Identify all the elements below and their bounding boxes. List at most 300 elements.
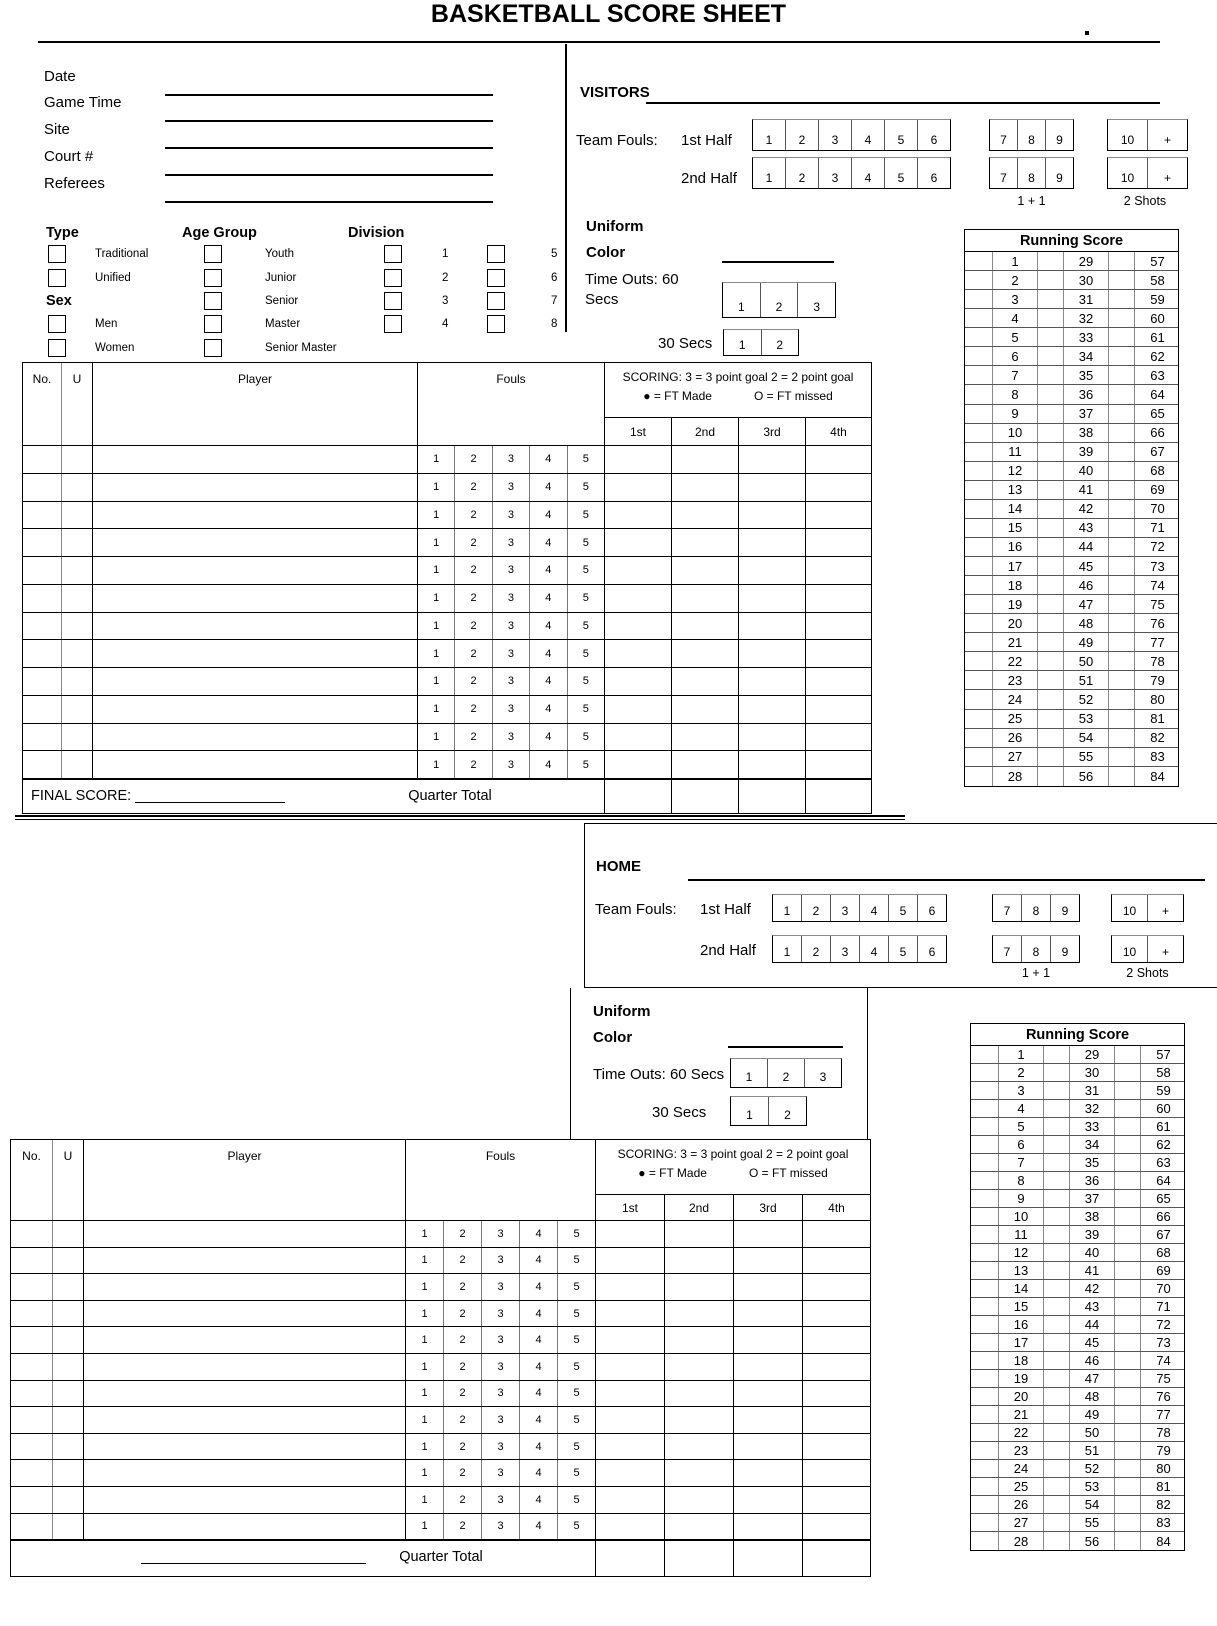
running-score-home-cell-0-1[interactable]: 1 bbox=[999, 1046, 1044, 1063]
division-col2-3-checkbox[interactable] bbox=[487, 315, 505, 333]
running-score-visitors-cell-19-2[interactable] bbox=[1038, 614, 1064, 632]
visitors-fouls-v2-group1-cell-6[interactable]: 6 bbox=[930, 171, 938, 185]
visitors-player-table-row-7-score-4th[interactable] bbox=[806, 640, 871, 667]
running-score-visitors-cell-14-5[interactable]: 71 bbox=[1150, 520, 1165, 536]
home-player-table-row-11-no[interactable] bbox=[11, 1514, 53, 1540]
running-score-home-cell-13-3[interactable]: 42 bbox=[1070, 1280, 1115, 1297]
home-player-table-row-1-foul-2[interactable]: 2 bbox=[444, 1248, 482, 1274]
running-score-visitors-cell-8-3[interactable]: 37 bbox=[1064, 405, 1109, 423]
division-col2-1-checkbox[interactable] bbox=[487, 269, 505, 287]
home-fouls-h2-group2-cell-8[interactable]: 8 bbox=[1022, 936, 1051, 962]
running-score-visitors-cell-20-4[interactable] bbox=[1109, 633, 1135, 651]
home-fouls-h1-group1-cell-6[interactable]: 6 bbox=[928, 904, 936, 918]
running-score-visitors-cell-2-5[interactable]: 59 bbox=[1150, 291, 1165, 307]
age-0-checkbox[interactable] bbox=[204, 245, 222, 263]
home-player-table-row-11-score-4th[interactable] bbox=[803, 1514, 870, 1540]
visitors-fouls-v2-group2-cell-8[interactable]: 8 bbox=[1018, 158, 1046, 188]
running-score-visitors-cell-14-0[interactable] bbox=[965, 519, 993, 537]
visitors-fouls-v1-group3-cell-+[interactable]: + bbox=[1163, 133, 1171, 147]
running-score-visitors-cell-13-2[interactable] bbox=[1038, 500, 1064, 518]
running-score-visitors-cell-27-1[interactable]: 28 bbox=[993, 767, 1038, 786]
running-score-visitors-cell-0-5[interactable]: 57 bbox=[1150, 253, 1165, 269]
running-score-home-cell-16-3[interactable]: 45 bbox=[1070, 1334, 1115, 1351]
running-score-home-cell-24-4[interactable] bbox=[1115, 1478, 1141, 1495]
home-player-table-row-2-foul-5[interactable]: 5 bbox=[558, 1274, 596, 1300]
home-player-table-row-0-u[interactable] bbox=[53, 1221, 84, 1247]
visitors-player-table-row-11-foul-4[interactable]: 4 bbox=[530, 751, 567, 778]
home-player-table-row-0-foul-5[interactable]: 5 bbox=[558, 1221, 596, 1247]
visitors-player-table-row-3-no[interactable] bbox=[23, 529, 62, 556]
home-player-table-row-7-foul-3[interactable]: 3 bbox=[482, 1407, 520, 1433]
running-score-home-cell-19-0[interactable] bbox=[971, 1388, 999, 1405]
visitors-timeouts-60-cell-1[interactable]: 1 bbox=[723, 283, 761, 317]
visitors-player-table-row-9-foul-3[interactable]: 3 bbox=[493, 696, 530, 723]
visitors-player-table-row-2-no[interactable] bbox=[23, 502, 62, 529]
visitors-player-table-row-9-player[interactable] bbox=[93, 696, 418, 723]
running-score-home-cell-13-0[interactable] bbox=[971, 1280, 999, 1297]
visitors-player-table-row-6-score-1st[interactable] bbox=[605, 613, 672, 640]
home-player-table-row-11-foul-5[interactable]: 5 bbox=[558, 1514, 596, 1540]
home-player-table-row-1-score-4th[interactable] bbox=[803, 1248, 870, 1274]
visitors-player-table-row-4-score-4th[interactable] bbox=[806, 557, 871, 584]
running-score-visitors-cell-5-4[interactable] bbox=[1109, 347, 1135, 365]
visitors-timeouts-30-cell-1[interactable]: 1 bbox=[724, 330, 762, 355]
running-score-home-cell-20-2[interactable] bbox=[1044, 1406, 1070, 1423]
home-fouls-h1-group1-cell-4[interactable]: 4 bbox=[860, 895, 889, 921]
home-player-table-row-8-u[interactable] bbox=[53, 1434, 84, 1460]
home-player-table-row-8-score-2nd[interactable] bbox=[665, 1434, 734, 1460]
running-score-home-cell-6-2[interactable] bbox=[1044, 1154, 1070, 1171]
visitors-fouls-v2-group1-cell-4[interactable]: 4 bbox=[852, 158, 885, 188]
division-col1-0-checkbox[interactable] bbox=[384, 245, 402, 263]
visitors-player-table-quarter-total-1st[interactable] bbox=[605, 780, 672, 813]
running-score-home-cell-20-4[interactable] bbox=[1115, 1406, 1141, 1423]
running-score-home-cell-26-0[interactable] bbox=[971, 1514, 999, 1531]
running-score-visitors-cell-19-5[interactable]: 76 bbox=[1150, 615, 1165, 631]
visitors-player-table-row-10-player[interactable] bbox=[93, 724, 418, 751]
running-score-home-cell-23-1[interactable]: 24 bbox=[999, 1460, 1044, 1477]
running-score-home-cell-21-0[interactable] bbox=[971, 1424, 999, 1441]
visitors-player-table-row-10-score-4th[interactable] bbox=[806, 724, 871, 751]
running-score-visitors-cell-11-2[interactable] bbox=[1038, 462, 1064, 480]
running-score-home-cell-7-0[interactable] bbox=[971, 1172, 999, 1189]
home-player-table-row-7-score-2nd[interactable] bbox=[665, 1407, 734, 1433]
home-player-table-final-score-line[interactable] bbox=[141, 1545, 366, 1564]
running-score-visitors-cell-22-4[interactable] bbox=[1109, 671, 1135, 689]
visitors-player-table-row-0-score-1st[interactable] bbox=[605, 446, 672, 473]
visitors-player-table-row-6-foul-3[interactable]: 3 bbox=[493, 613, 530, 640]
home-timeouts-30-cell-2[interactable]: 2 bbox=[784, 1108, 791, 1122]
visitors-player-table-row-5-score-4th[interactable] bbox=[806, 585, 871, 612]
visitors-timeouts-60-cell-3[interactable]: 3 bbox=[813, 300, 821, 314]
visitors-player-table-row-4-score-2nd[interactable] bbox=[672, 557, 739, 584]
home-player-table-row-10-u[interactable] bbox=[53, 1487, 84, 1513]
running-score-visitors-cell-8-0[interactable] bbox=[965, 405, 993, 423]
home-player-table-row-6-u[interactable] bbox=[53, 1381, 84, 1407]
running-score-visitors-cell-3-2[interactable] bbox=[1038, 309, 1064, 327]
running-score-visitors-cell-4-3[interactable]: 33 bbox=[1064, 328, 1109, 346]
running-score-home-cell-26-4[interactable] bbox=[1115, 1514, 1141, 1531]
running-score-home-cell-1-2[interactable] bbox=[1044, 1064, 1070, 1081]
running-score-visitors-cell-19-0[interactable] bbox=[965, 614, 993, 632]
running-score-visitors-cell-20-0[interactable] bbox=[965, 633, 993, 651]
running-score-home-cell-8-1[interactable]: 9 bbox=[999, 1190, 1044, 1207]
running-score-home-cell-1-1[interactable]: 2 bbox=[999, 1064, 1044, 1081]
visitors-fouls-v1-group1-cell-4[interactable]: 4 bbox=[852, 120, 885, 150]
visitors-player-table-row-0-u[interactable] bbox=[62, 446, 93, 473]
home-player-table-row-4-u[interactable] bbox=[53, 1327, 84, 1353]
home-player-table-row-1-foul-5[interactable]: 5 bbox=[558, 1248, 596, 1274]
home-player-table-row-3-foul-5[interactable]: 5 bbox=[558, 1301, 596, 1327]
visitors-player-table-row-5-player[interactable] bbox=[93, 585, 418, 612]
home-player-table-row-10-foul-5[interactable]: 5 bbox=[558, 1487, 596, 1513]
visitors-player-table-row-0-foul-1[interactable]: 1 bbox=[418, 446, 455, 473]
visitors-player-table-row-10-foul-1[interactable]: 1 bbox=[418, 724, 455, 751]
running-score-visitors-cell-16-2[interactable] bbox=[1038, 557, 1064, 575]
running-score-visitors-cell-16-1[interactable]: 17 bbox=[993, 557, 1038, 575]
running-score-home-cell-9-1[interactable]: 10 bbox=[999, 1208, 1044, 1225]
home-player-table-row-5-u[interactable] bbox=[53, 1354, 84, 1380]
home-fouls-h2-group1-cell-4[interactable]: 4 bbox=[860, 936, 889, 962]
home-player-table-row-4-player[interactable] bbox=[84, 1327, 406, 1353]
running-score-home-cell-22-3[interactable]: 51 bbox=[1070, 1442, 1115, 1459]
home-player-table-row-5-foul-1[interactable]: 1 bbox=[406, 1354, 444, 1380]
visitors-player-table-row-7-no[interactable] bbox=[23, 640, 62, 667]
running-score-visitors-cell-9-5[interactable]: 66 bbox=[1150, 425, 1165, 441]
home-player-table-row-2-foul-4[interactable]: 4 bbox=[520, 1274, 558, 1300]
running-score-home-cell-15-1[interactable]: 16 bbox=[999, 1316, 1044, 1333]
running-score-home-cell-18-3[interactable]: 47 bbox=[1070, 1370, 1115, 1387]
home-player-table-row-3-no[interactable] bbox=[11, 1301, 53, 1327]
running-score-home-cell-18-1[interactable]: 19 bbox=[999, 1370, 1044, 1387]
visitors-player-table-row-1-score-4th[interactable] bbox=[806, 474, 871, 501]
home-player-table-row-4-foul-2[interactable]: 2 bbox=[444, 1327, 482, 1353]
meta-line-3[interactable] bbox=[165, 174, 493, 176]
home-player-table-row-4-score-4th[interactable] bbox=[803, 1327, 870, 1353]
running-score-visitors-cell-25-0[interactable] bbox=[965, 729, 993, 747]
running-score-home-cell-18-5[interactable]: 75 bbox=[1156, 1371, 1171, 1386]
running-score-visitors-cell-5-1[interactable]: 6 bbox=[993, 347, 1038, 365]
running-score-home-cell-0-4[interactable] bbox=[1115, 1046, 1141, 1063]
running-score-visitors-cell-2-4[interactable] bbox=[1109, 290, 1135, 308]
home-player-table-row-0-no[interactable] bbox=[11, 1221, 53, 1247]
visitors-player-table-row-8-foul-3[interactable]: 3 bbox=[493, 668, 530, 695]
running-score-visitors-cell-24-1[interactable]: 25 bbox=[993, 710, 1038, 728]
running-score-visitors-cell-22-1[interactable]: 23 bbox=[993, 671, 1038, 689]
running-score-visitors-cell-20-3[interactable]: 49 bbox=[1064, 633, 1109, 651]
running-score-visitors-cell-22-0[interactable] bbox=[965, 671, 993, 689]
visitors-player-table-row-4-no[interactable] bbox=[23, 557, 62, 584]
running-score-home-cell-12-0[interactable] bbox=[971, 1262, 999, 1279]
home-player-table-row-4-score-3rd[interactable] bbox=[734, 1327, 803, 1353]
visitors-player-table-row-4-score-3rd[interactable] bbox=[739, 557, 806, 584]
meta-line-4[interactable] bbox=[165, 201, 493, 203]
visitors-player-table-quarter-total-2nd[interactable] bbox=[672, 780, 739, 813]
home-player-table-row-6-score-2nd[interactable] bbox=[665, 1381, 734, 1407]
home-player-table-row-7-foul-4[interactable]: 4 bbox=[520, 1407, 558, 1433]
home-player-table-row-8-foul-3[interactable]: 3 bbox=[482, 1434, 520, 1460]
visitors-player-table-row-7-foul-4[interactable]: 4 bbox=[530, 640, 567, 667]
running-score-visitors-cell-5-5[interactable]: 62 bbox=[1150, 348, 1165, 364]
home-player-table-row-10-score-1st[interactable] bbox=[596, 1487, 665, 1513]
running-score-home-cell-22-1[interactable]: 23 bbox=[999, 1442, 1044, 1459]
running-score-home-cell-16-0[interactable] bbox=[971, 1334, 999, 1351]
visitors-player-table-row-2-foul-1[interactable]: 1 bbox=[418, 502, 455, 529]
age-1-checkbox[interactable] bbox=[204, 269, 222, 287]
running-score-home-cell-23-3[interactable]: 52 bbox=[1070, 1460, 1115, 1477]
home-player-table-row-4-foul-4[interactable]: 4 bbox=[520, 1327, 558, 1353]
meta-line-2[interactable] bbox=[165, 147, 493, 149]
running-score-visitors-cell-8-5[interactable]: 65 bbox=[1150, 406, 1165, 422]
home-player-table-row-1-foul-1[interactable]: 1 bbox=[406, 1248, 444, 1274]
visitors-player-table-row-8-score-3rd[interactable] bbox=[739, 668, 806, 695]
running-score-visitors-cell-21-1[interactable]: 22 bbox=[993, 652, 1038, 670]
visitors-player-table-row-6-score-4th[interactable] bbox=[806, 613, 871, 640]
home-player-table-row-4-score-2nd[interactable] bbox=[665, 1327, 734, 1353]
running-score-home-cell-9-0[interactable] bbox=[971, 1208, 999, 1225]
running-score-home-cell-19-3[interactable]: 48 bbox=[1070, 1388, 1115, 1405]
home-player-table-row-1-foul-4[interactable]: 4 bbox=[520, 1248, 558, 1274]
visitors-player-table-row-0-foul-3[interactable]: 3 bbox=[493, 446, 530, 473]
visitors-player-table-row-3-score-3rd[interactable] bbox=[739, 529, 806, 556]
visitors-player-table-row-0-foul-2[interactable]: 2 bbox=[455, 446, 492, 473]
home-player-table-row-0-foul-2[interactable]: 2 bbox=[444, 1221, 482, 1247]
home-player-table-row-9-foul-2[interactable]: 2 bbox=[444, 1460, 482, 1486]
running-score-visitors-cell-25-4[interactable] bbox=[1109, 729, 1135, 747]
running-score-home-cell-17-1[interactable]: 18 bbox=[999, 1352, 1044, 1369]
home-player-table-row-8-foul-4[interactable]: 4 bbox=[520, 1434, 558, 1460]
visitors-fouls-v1-group2-cell-9[interactable]: 9 bbox=[1056, 133, 1063, 147]
visitors-player-table-row-4-foul-4[interactable]: 4 bbox=[530, 557, 567, 584]
running-score-home-cell-15-5[interactable]: 72 bbox=[1156, 1317, 1171, 1332]
home-player-table-row-6-player[interactable] bbox=[84, 1381, 406, 1407]
home-player-table-row-3-score-1st[interactable] bbox=[596, 1301, 665, 1327]
running-score-home-cell-18-0[interactable] bbox=[971, 1370, 999, 1387]
running-score-home-cell-23-0[interactable] bbox=[971, 1460, 999, 1477]
running-score-visitors-cell-1-5[interactable]: 58 bbox=[1150, 272, 1165, 288]
home-player-table-row-4-no[interactable] bbox=[11, 1327, 53, 1353]
running-score-home-cell-4-3[interactable]: 33 bbox=[1070, 1118, 1115, 1135]
running-score-home-cell-21-1[interactable]: 22 bbox=[999, 1424, 1044, 1441]
visitors-player-table-row-4-score-1st[interactable] bbox=[605, 557, 672, 584]
running-score-visitors-cell-10-4[interactable] bbox=[1109, 443, 1135, 461]
running-score-home-cell-3-4[interactable] bbox=[1115, 1100, 1141, 1117]
running-score-visitors-cell-15-5[interactable]: 72 bbox=[1150, 539, 1165, 555]
running-score-visitors-cell-4-5[interactable]: 61 bbox=[1150, 329, 1165, 345]
running-score-visitors-cell-13-3[interactable]: 42 bbox=[1064, 500, 1109, 518]
home-timeouts-60-cell-1[interactable]: 1 bbox=[731, 1059, 768, 1087]
running-score-visitors-cell-26-1[interactable]: 27 bbox=[993, 748, 1038, 766]
home-player-table-row-9-foul-1[interactable]: 1 bbox=[406, 1460, 444, 1486]
running-score-visitors-cell-25-5[interactable]: 82 bbox=[1150, 730, 1165, 746]
visitors-player-table-row-2-score-2nd[interactable] bbox=[672, 502, 739, 529]
home-fouls-h1-group2-cell-8[interactable]: 8 bbox=[1022, 895, 1051, 921]
visitors-player-table-row-5-score-3rd[interactable] bbox=[739, 585, 806, 612]
running-score-home-cell-12-1[interactable]: 13 bbox=[999, 1262, 1044, 1279]
visitors-player-table-row-11-foul-3[interactable]: 3 bbox=[493, 751, 530, 778]
type-traditional-checkbox[interactable] bbox=[48, 245, 66, 263]
division-col1-1-checkbox[interactable] bbox=[384, 269, 402, 287]
running-score-home-cell-27-5[interactable]: 84 bbox=[1156, 1533, 1171, 1549]
home-player-table-quarter-total-2nd[interactable] bbox=[665, 1541, 734, 1576]
running-score-visitors-cell-9-1[interactable]: 10 bbox=[993, 424, 1038, 442]
home-player-table-row-3-foul-3[interactable]: 3 bbox=[482, 1301, 520, 1327]
running-score-home-cell-13-1[interactable]: 14 bbox=[999, 1280, 1044, 1297]
running-score-home-cell-14-0[interactable] bbox=[971, 1298, 999, 1315]
home-player-table-row-2-foul-2[interactable]: 2 bbox=[444, 1274, 482, 1300]
running-score-home-cell-23-4[interactable] bbox=[1115, 1460, 1141, 1477]
home-fouls-h1-group1-cell-3[interactable]: 3 bbox=[831, 895, 860, 921]
visitors-player-table-row-4-u[interactable] bbox=[62, 557, 93, 584]
age-3-checkbox[interactable] bbox=[204, 315, 222, 333]
running-score-home-cell-9-3[interactable]: 38 bbox=[1070, 1208, 1115, 1225]
home-player-table-row-8-foul-2[interactable]: 2 bbox=[444, 1434, 482, 1460]
running-score-visitors-cell-17-4[interactable] bbox=[1109, 576, 1135, 594]
visitors-player-table-quarter-total-4th[interactable] bbox=[806, 780, 871, 813]
visitors-player-table-row-0-score-2nd[interactable] bbox=[672, 446, 739, 473]
running-score-home-cell-0-0[interactable] bbox=[971, 1046, 999, 1063]
running-score-visitors-cell-17-3[interactable]: 46 bbox=[1064, 576, 1109, 594]
running-score-home-cell-24-0[interactable] bbox=[971, 1478, 999, 1495]
running-score-home-cell-10-2[interactable] bbox=[1044, 1226, 1070, 1243]
visitors-player-table-row-1-score-3rd[interactable] bbox=[739, 474, 806, 501]
running-score-home-cell-8-3[interactable]: 37 bbox=[1070, 1190, 1115, 1207]
visitors-player-table-row-5-foul-1[interactable]: 1 bbox=[418, 585, 455, 612]
running-score-visitors-cell-26-4[interactable] bbox=[1109, 748, 1135, 766]
visitors-timeouts-30-cell-2[interactable]: 2 bbox=[776, 338, 784, 352]
visitors-player-table-row-6-score-3rd[interactable] bbox=[739, 613, 806, 640]
home-player-table-row-2-score-4th[interactable] bbox=[803, 1274, 870, 1300]
visitors-fouls-v2-group1-cell-3[interactable]: 3 bbox=[819, 158, 852, 188]
home-fouls-h2-group3-cell-10[interactable]: 10 bbox=[1112, 936, 1148, 962]
running-score-visitors-cell-12-1[interactable]: 13 bbox=[993, 481, 1038, 499]
visitors-player-table-row-10-score-1st[interactable] bbox=[605, 724, 672, 751]
running-score-home-cell-27-1[interactable]: 28 bbox=[999, 1532, 1044, 1550]
running-score-visitors-cell-9-0[interactable] bbox=[965, 424, 993, 442]
home-player-table-row-0-foul-4[interactable]: 4 bbox=[520, 1221, 558, 1247]
running-score-home-cell-7-4[interactable] bbox=[1115, 1172, 1141, 1189]
visitors-player-table-row-9-foul-5[interactable]: 5 bbox=[568, 696, 605, 723]
home-player-table-quarter-total-4th[interactable] bbox=[803, 1541, 870, 1576]
running-score-home-cell-0-3[interactable]: 29 bbox=[1070, 1046, 1115, 1063]
running-score-visitors-cell-7-2[interactable] bbox=[1038, 385, 1064, 403]
visitors-fouls-v2-group2-cell-9[interactable]: 9 bbox=[1056, 171, 1063, 185]
visitors-player-table-row-3-player[interactable] bbox=[93, 529, 418, 556]
running-score-visitors-cell-27-0[interactable] bbox=[965, 767, 993, 786]
running-score-home-cell-20-3[interactable]: 49 bbox=[1070, 1406, 1115, 1423]
visitors-player-table-row-2-score-1st[interactable] bbox=[605, 502, 672, 529]
home-player-table-row-5-score-4th[interactable] bbox=[803, 1354, 870, 1380]
running-score-visitors-cell-12-4[interactable] bbox=[1109, 481, 1135, 499]
visitors-player-table-row-2-score-4th[interactable] bbox=[806, 502, 871, 529]
running-score-visitors-cell-12-0[interactable] bbox=[965, 481, 993, 499]
running-score-home-cell-18-4[interactable] bbox=[1115, 1370, 1141, 1387]
running-score-home-cell-21-4[interactable] bbox=[1115, 1424, 1141, 1441]
visitors-player-table-row-7-player[interactable] bbox=[93, 640, 418, 667]
running-score-visitors-cell-16-5[interactable]: 73 bbox=[1150, 558, 1165, 574]
running-score-visitors-cell-23-5[interactable]: 80 bbox=[1150, 691, 1165, 707]
running-score-home-cell-5-3[interactable]: 34 bbox=[1070, 1136, 1115, 1153]
visitors-player-table-row-1-score-2nd[interactable] bbox=[672, 474, 739, 501]
age-4-checkbox[interactable] bbox=[204, 339, 222, 357]
running-score-visitors-cell-7-3[interactable]: 36 bbox=[1064, 385, 1109, 403]
home-player-table-row-0-score-1st[interactable] bbox=[596, 1221, 665, 1247]
home-player-table-row-3-foul-2[interactable]: 2 bbox=[444, 1301, 482, 1327]
home-player-table-row-2-no[interactable] bbox=[11, 1274, 53, 1300]
home-fouls-h2-group1-cell-1[interactable]: 1 bbox=[773, 936, 802, 962]
home-player-table-row-3-score-2nd[interactable] bbox=[665, 1301, 734, 1327]
running-score-home-cell-4-5[interactable]: 61 bbox=[1156, 1119, 1171, 1134]
home-player-table-row-11-score-1st[interactable] bbox=[596, 1514, 665, 1540]
visitors-player-table-row-8-score-2nd[interactable] bbox=[672, 668, 739, 695]
running-score-home-cell-2-4[interactable] bbox=[1115, 1082, 1141, 1099]
running-score-home-cell-5-1[interactable]: 6 bbox=[999, 1136, 1044, 1153]
home-player-table-row-6-score-4th[interactable] bbox=[803, 1381, 870, 1407]
running-score-home-cell-5-2[interactable] bbox=[1044, 1136, 1070, 1153]
sex-women-checkbox[interactable] bbox=[48, 339, 66, 357]
running-score-visitors-cell-6-4[interactable] bbox=[1109, 366, 1135, 384]
running-score-visitors-cell-23-4[interactable] bbox=[1109, 690, 1135, 708]
visitors-player-table-row-6-foul-4[interactable]: 4 bbox=[530, 613, 567, 640]
home-fouls-h2-group1-cell-2[interactable]: 2 bbox=[802, 936, 831, 962]
running-score-visitors-cell-21-4[interactable] bbox=[1109, 652, 1135, 670]
running-score-home-cell-15-2[interactable] bbox=[1044, 1316, 1070, 1333]
running-score-visitors-cell-17-5[interactable]: 74 bbox=[1150, 577, 1165, 593]
running-score-home-cell-27-4[interactable] bbox=[1115, 1532, 1141, 1550]
running-score-visitors-cell-3-3[interactable]: 32 bbox=[1064, 309, 1109, 327]
home-player-table-row-3-player[interactable] bbox=[84, 1301, 406, 1327]
running-score-home-cell-2-1[interactable]: 3 bbox=[999, 1082, 1044, 1099]
running-score-home-cell-24-2[interactable] bbox=[1044, 1478, 1070, 1495]
meta-line-1[interactable] bbox=[165, 120, 493, 122]
running-score-visitors-cell-11-0[interactable] bbox=[965, 462, 993, 480]
home-player-table-row-8-score-1st[interactable] bbox=[596, 1434, 665, 1460]
running-score-visitors-cell-6-1[interactable]: 7 bbox=[993, 366, 1038, 384]
visitors-player-table-row-3-foul-3[interactable]: 3 bbox=[493, 529, 530, 556]
home-player-table-row-9-score-4th[interactable] bbox=[803, 1460, 870, 1486]
running-score-home-cell-3-2[interactable] bbox=[1044, 1100, 1070, 1117]
running-score-home-cell-2-2[interactable] bbox=[1044, 1082, 1070, 1099]
running-score-visitors-cell-14-3[interactable]: 43 bbox=[1064, 519, 1109, 537]
division-col1-2-checkbox[interactable] bbox=[384, 292, 402, 310]
running-score-home-cell-16-5[interactable]: 73 bbox=[1156, 1335, 1171, 1350]
running-score-home-cell-19-5[interactable]: 76 bbox=[1156, 1389, 1171, 1404]
home-player-table-row-5-no[interactable] bbox=[11, 1354, 53, 1380]
running-score-home-cell-17-4[interactable] bbox=[1115, 1352, 1141, 1369]
running-score-visitors-cell-7-1[interactable]: 8 bbox=[993, 385, 1038, 403]
home-player-table-row-11-foul-2[interactable]: 2 bbox=[444, 1514, 482, 1540]
visitors-player-table-row-4-player[interactable] bbox=[93, 557, 418, 584]
visitors-player-table-row-8-u[interactable] bbox=[62, 668, 93, 695]
visitors-player-table-row-6-no[interactable] bbox=[23, 613, 62, 640]
home-player-table-quarter-total-3rd[interactable] bbox=[734, 1541, 803, 1576]
home-fouls-h2-group2-cell-9[interactable]: 9 bbox=[1061, 945, 1069, 959]
home-player-table-row-10-player[interactable] bbox=[84, 1487, 406, 1513]
visitors-player-table-row-2-u[interactable] bbox=[62, 502, 93, 529]
running-score-visitors-cell-4-1[interactable]: 5 bbox=[993, 328, 1038, 346]
running-score-home-cell-6-4[interactable] bbox=[1115, 1154, 1141, 1171]
visitors-player-table-quarter-total-3rd[interactable] bbox=[739, 780, 806, 813]
running-score-home-cell-12-2[interactable] bbox=[1044, 1262, 1070, 1279]
home-player-table-row-2-foul-1[interactable]: 1 bbox=[406, 1274, 444, 1300]
running-score-visitors-cell-5-0[interactable] bbox=[965, 347, 993, 365]
home-fouls-h1-group3-cell-10[interactable]: 10 bbox=[1112, 895, 1148, 921]
running-score-home-cell-14-5[interactable]: 71 bbox=[1156, 1299, 1171, 1314]
home-player-table-row-9-u[interactable] bbox=[53, 1460, 84, 1486]
running-score-home-cell-27-0[interactable] bbox=[971, 1532, 999, 1550]
home-player-table-row-7-foul-5[interactable]: 5 bbox=[558, 1407, 596, 1433]
running-score-home-cell-3-1[interactable]: 4 bbox=[999, 1100, 1044, 1117]
